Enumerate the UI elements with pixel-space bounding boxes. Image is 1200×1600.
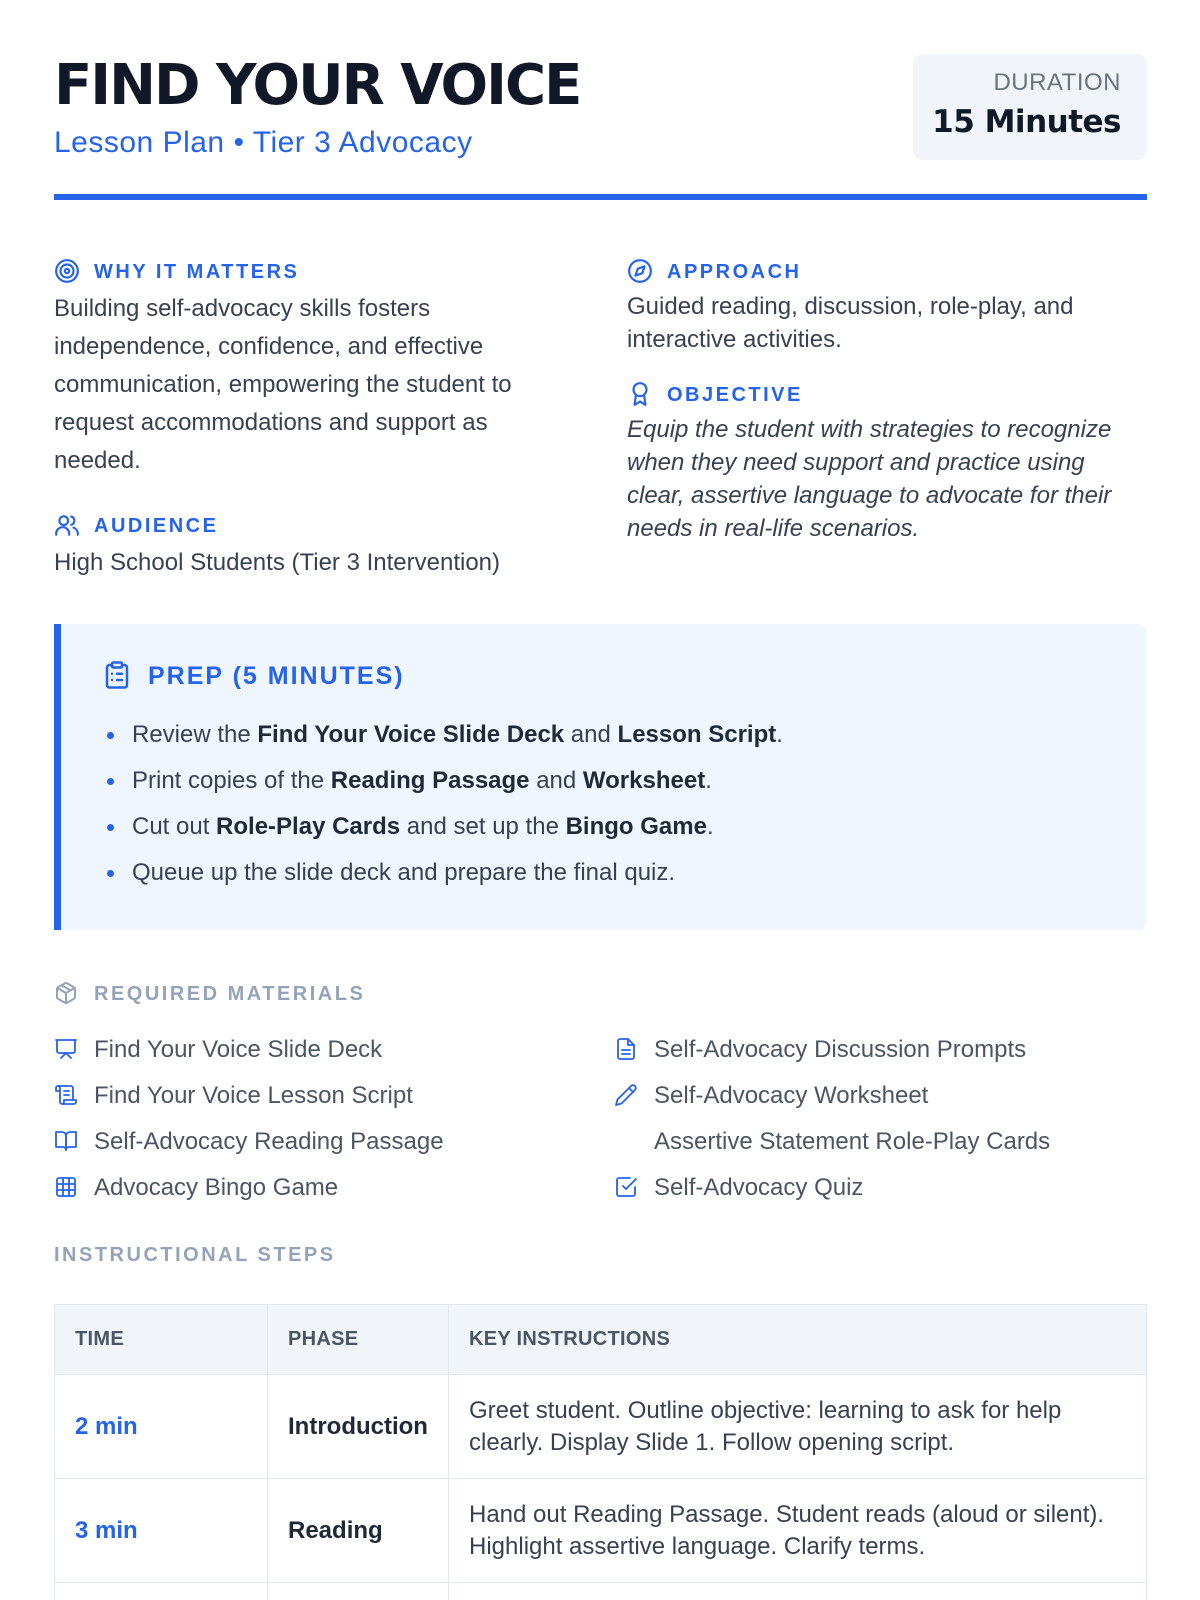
material-item <box>54 1119 444 1165</box>
text-run: . <box>705 767 712 794</box>
material-item <box>614 1119 1050 1165</box>
material-item <box>614 1165 1050 1211</box>
info-left-column <box>54 254 554 582</box>
table-row <box>55 1479 1147 1583</box>
emphasized-text: Lesson Script <box>617 721 777 748</box>
steps-table <box>54 1304 1147 1600</box>
prep-item-text <box>132 761 712 801</box>
approach-line: interactive activities. <box>627 326 842 353</box>
material-label: Find Your Voice Lesson Script <box>94 1082 413 1109</box>
pencil-icon <box>614 1083 640 1109</box>
objective-heading <box>627 377 1147 413</box>
prep-item-text <box>132 853 675 893</box>
text-run: Print copies of the <box>132 767 331 794</box>
step-time <box>55 1583 268 1600</box>
prep-list-item <box>107 804 783 850</box>
materials-section <box>54 979 1147 1201</box>
duration-card <box>913 54 1147 160</box>
header-divider <box>54 194 1147 200</box>
text-run: . <box>776 721 783 748</box>
step-instructions: Greet student. Outline objective: learning to ask for help clearly. Display Slide 1. Follow opening script. <box>449 1375 1147 1479</box>
approach-label: APPROACH <box>667 260 802 283</box>
approach-text <box>627 290 1147 356</box>
grid-icon <box>54 1175 80 1201</box>
objective-label: OBJECTIVE <box>667 383 803 406</box>
why-line: request accommodations and support as <box>54 409 488 436</box>
text-run: and <box>564 721 618 748</box>
material-label: Self-Advocacy Discussion Prompts <box>654 1036 1027 1063</box>
prep-item-text <box>132 715 783 755</box>
column-header-instructions: KEY INSTRUCTIONS <box>449 1305 1147 1375</box>
emphasized-text: Find Your Voice Slide Deck <box>257 721 565 748</box>
material-label: Advocacy Bingo Game <box>94 1174 339 1201</box>
prep-callout <box>54 624 1147 930</box>
material-label: Assertive Statement Role-Play Cards <box>654 1128 1051 1155</box>
table-row <box>55 1375 1147 1479</box>
emphasized-text: Worksheet <box>582 767 706 794</box>
emphasized-text: Reading Passage <box>330 767 530 794</box>
page-title: FIND YOUR VOICE <box>54 53 581 118</box>
material-label: Self-Advocacy Quiz <box>654 1174 864 1201</box>
step-phase: Introduction <box>268 1375 449 1479</box>
prep-list-item <box>107 712 783 758</box>
bullet-dot <box>107 824 114 831</box>
material-item <box>54 1073 444 1119</box>
bullet-dot <box>107 870 114 877</box>
material-item <box>54 1027 444 1073</box>
approach-line: Guided reading, discussion, role-play, and <box>627 293 1074 320</box>
material-item <box>614 1027 1050 1073</box>
materials-heading <box>54 979 1147 1009</box>
why-text <box>54 290 554 480</box>
text-run: Queue up the slide deck and prepare the final quiz. <box>132 859 676 886</box>
audience-label: AUDIENCE <box>94 514 219 537</box>
bullet-dot <box>107 778 114 785</box>
column-header-time: TIME <box>55 1305 268 1375</box>
blank-icon <box>614 1129 640 1155</box>
steps-heading: INSTRUCTIONAL STEPS <box>54 1244 336 1266</box>
why-line: independence, confidence, and effective <box>54 333 484 360</box>
objective-text <box>627 413 1147 545</box>
step-phase <box>268 1583 449 1600</box>
material-label: Self-Advocacy Reading Passage <box>94 1128 444 1155</box>
header <box>54 54 1147 200</box>
audience-heading <box>54 508 554 544</box>
prep-list-item <box>107 850 783 896</box>
emphasized-text: Bingo Game <box>565 813 707 840</box>
duration-value: 15 Minutes <box>932 104 1121 140</box>
objective-line: when they need support and practice using <box>627 449 1085 476</box>
text-run: and set up the <box>400 813 566 840</box>
why-label: WHY IT MATTERS <box>94 260 300 283</box>
step-phase: Reading <box>268 1479 449 1583</box>
check-square-icon <box>614 1175 640 1201</box>
why-line: Building self-advocacy skills fosters <box>54 295 431 322</box>
package-icon <box>54 981 80 1007</box>
lesson-plan-page <box>54 53 1147 1560</box>
duration-label: DURATION <box>993 69 1121 96</box>
prep-list <box>107 712 783 896</box>
clipboard-list-icon <box>102 660 134 692</box>
page-subtitle: Lesson Plan • Tier 3 Advocacy <box>54 126 473 159</box>
objective-line: needs in real-life scenarios. <box>627 515 920 542</box>
approach-heading <box>627 254 1147 290</box>
materials-left-column <box>54 1027 444 1211</box>
material-label: Find Your Voice Slide Deck <box>94 1036 383 1063</box>
why-heading <box>54 254 554 290</box>
step-time: 2 min <box>55 1375 268 1479</box>
materials-label: REQUIRED MATERIALS <box>94 982 366 1005</box>
info-right-column <box>627 254 1147 545</box>
text-run: Review the <box>132 721 258 748</box>
prep-item-text <box>132 807 714 847</box>
prep-label: PREP (5 MINUTES) <box>148 661 405 690</box>
objective-line: Equip the student with strategies to recognize <box>627 416 1112 443</box>
bullet-dot <box>107 732 114 739</box>
emphasized-text: Role-Play Cards <box>216 813 401 840</box>
materials-right-column <box>614 1027 1050 1211</box>
award-icon <box>627 381 655 409</box>
users-icon <box>54 512 82 540</box>
table-row <box>55 1583 1147 1600</box>
audience-text: High School Students (Tier 3 Intervention) <box>54 549 501 576</box>
file-text-icon <box>614 1037 640 1063</box>
column-header-phase: PHASE <box>268 1305 449 1375</box>
compass-icon <box>627 258 655 286</box>
material-label: Self-Advocacy Worksheet <box>654 1082 929 1109</box>
book-open-icon <box>54 1129 80 1155</box>
prep-list-item <box>107 758 783 804</box>
why-line: needed. <box>54 447 141 474</box>
text-run: . <box>706 813 714 840</box>
table-header-row <box>55 1305 1147 1375</box>
text-run: and <box>529 767 583 794</box>
why-line: communication, empowering the student to <box>54 371 512 398</box>
material-item <box>54 1165 444 1211</box>
presentation-icon <box>54 1037 80 1063</box>
text-run: Cut out <box>132 813 217 840</box>
step-instructions: Hand out Reading Passage. Student reads (aloud or silent). Highlight assertive language. Clarify terms. <box>449 1479 1147 1583</box>
info-section <box>54 254 1147 634</box>
step-instructions <box>449 1583 1147 1600</box>
prep-heading <box>102 660 405 692</box>
material-item <box>614 1073 1050 1119</box>
scroll-icon <box>54 1083 80 1109</box>
step-time: 3 min <box>55 1479 268 1583</box>
objective-line: clear, assertive language to advocate for their <box>627 482 1112 509</box>
target-icon <box>54 258 82 286</box>
